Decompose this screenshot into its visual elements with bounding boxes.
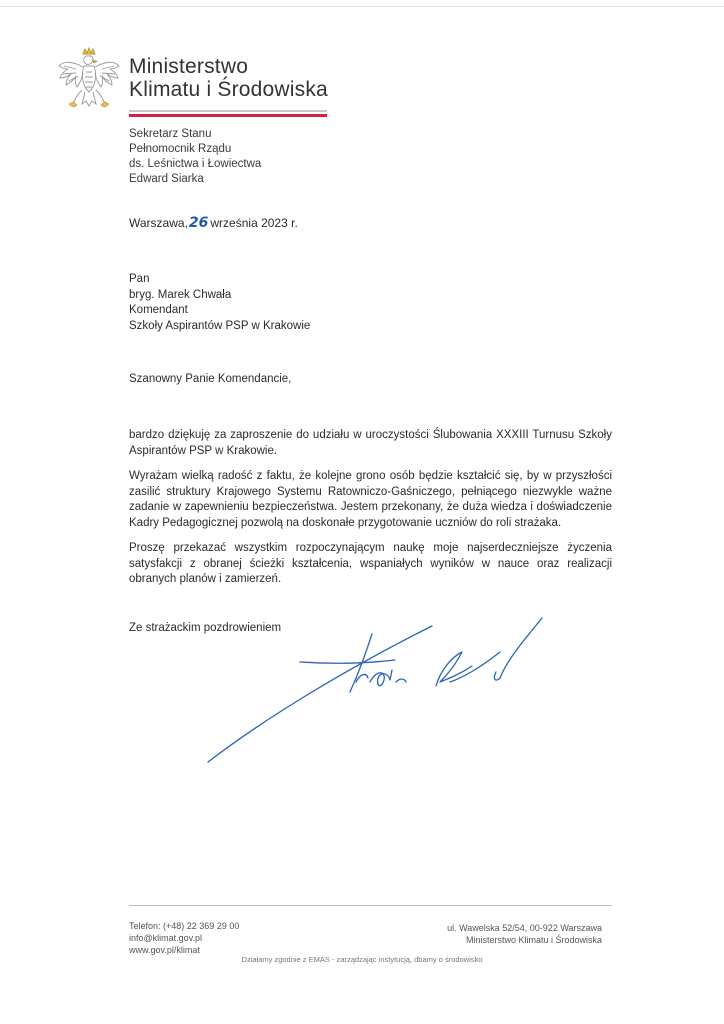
addressee-name: bryg. Marek Chwała bbox=[129, 288, 232, 301]
date-month-year: września 2023 r. bbox=[210, 216, 298, 230]
addressee-honorific: Pan bbox=[129, 273, 150, 285]
ministry-name bbox=[129, 55, 328, 101]
footer-email[interactable]: info@klimat.gov.pl bbox=[129, 933, 202, 943]
closing-phrase: Ze strażackim pozdrowieniem bbox=[129, 622, 282, 634]
footer-contact bbox=[129, 920, 239, 956]
letter-date bbox=[129, 215, 298, 231]
white-eagle-emblem-icon bbox=[56, 46, 122, 122]
sender-title: Sekretarz Stanu bbox=[129, 128, 212, 140]
addressee-institution: Szkoły Aspirantów PSP w Krakowie bbox=[129, 319, 311, 332]
sender-role: Pełnomocnik Rządu bbox=[129, 143, 232, 155]
handwritten-signature bbox=[200, 612, 560, 772]
body-paragraph-2: Wyrażam wielką radość z faktu, że kolejne grono osób będzie kształcić się, by w przyszłości zasilić struktury Krajowego Systemu Ratowniczo-Gaśniczego, pełniącego niezwykle ważne zadanie w zapewnieniu bezpieczeństwa. Jestem przekonany, że duża wiedza i doświadczenie Kadry Pedagogicznej pozwolą na doskonałe przygotowanie uczniów do roli strażaka. bbox=[129, 470, 612, 529]
header-rule-red bbox=[129, 114, 327, 117]
top-border-line bbox=[0, 6, 724, 7]
footer-organization: Ministerstwo Klimatu i Środowiska bbox=[465, 935, 602, 945]
footer-website[interactable]: www.gov.pl/klimat bbox=[129, 945, 200, 955]
sender-block bbox=[129, 127, 261, 187]
sender-department: ds. Leśnictwa i Łowiectwa bbox=[129, 158, 262, 170]
addressee-position: Komendant bbox=[129, 304, 188, 316]
date-city: Warszawa, bbox=[129, 216, 188, 230]
header-rule-gray bbox=[129, 110, 327, 112]
salutation: Szanowny Panie Komendancie, bbox=[129, 373, 292, 385]
footer-phone: Telefon: (+48) 22 369 29 00 bbox=[129, 921, 240, 931]
ministry-name-line2: Klimatu i Środowiska bbox=[129, 78, 328, 101]
addressee-block bbox=[129, 272, 310, 334]
ministry-name-line1: Ministerstwo bbox=[129, 55, 249, 78]
footer-divider bbox=[129, 905, 612, 906]
footer-address-block bbox=[447, 922, 602, 946]
footer-address: ul. Wawelska 52/54, 00-922 Warszawa bbox=[447, 923, 602, 933]
date-day-handwritten: 26 bbox=[188, 215, 209, 231]
footer-emas-note: Działamy zgodnie z EMAS - zarządzając instytucją, dbamy o środowisko bbox=[241, 955, 483, 964]
letter-body bbox=[129, 428, 612, 598]
body-paragraph-1: bardzo dziękuję za zaproszenie do udziału w uroczystości Ślubowania XXXIII Turnusu Szkoły Aspirantów PSP w Krakowie. bbox=[129, 429, 612, 457]
body-paragraph-3: Proszę przekazać wszystkim rozpoczynającym naukę moje najserdeczniejsze życzenia satysfakcji z obranej ścieżki kształcenia, wspaniałych wyników w nauce oraz realizacji obranych planów i zamierzeń. bbox=[129, 542, 612, 585]
sender-name: Edward Siarka bbox=[129, 173, 204, 185]
